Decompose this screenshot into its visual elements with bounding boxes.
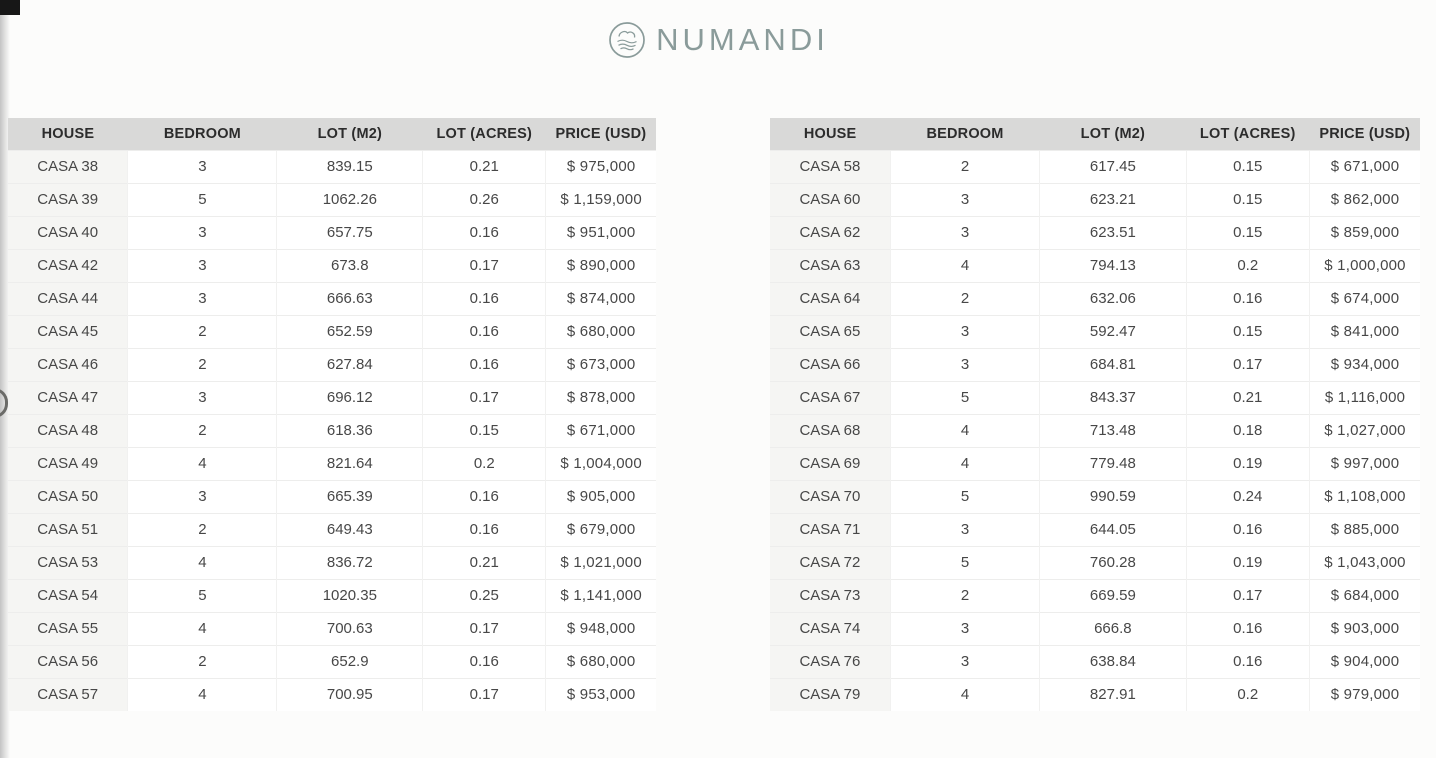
cell-price: $ 874,000 [546,282,656,315]
cell-lot-acres: 0.16 [423,282,546,315]
cell-price: $ 953,000 [546,678,656,711]
cell-bedroom: 2 [128,348,277,381]
cell-lot-m2: 1062.26 [277,183,423,216]
cell-house: CASA 49 [8,447,128,480]
cell-lot-m2: 638.84 [1040,645,1186,678]
cell-price: $ 1,116,000 [1310,381,1421,414]
table-row [8,645,656,678]
cell-house: CASA 63 [770,249,890,282]
table-row [770,513,1420,546]
table-row [8,579,656,612]
table-row [8,315,656,348]
cell-price: $ 841,000 [1310,315,1421,348]
cell-lot-m2: 827.91 [1040,678,1186,711]
cell-bedroom: 3 [128,480,277,513]
table-row [770,546,1420,579]
cell-house: CASA 62 [770,216,890,249]
cell-lot-acres: 0.18 [1186,414,1310,447]
cell-lot-m2: 821.64 [277,447,423,480]
cell-price: $ 674,000 [1310,282,1421,315]
cell-bedroom: 4 [128,447,277,480]
cell-lot-m2: 666.8 [1040,612,1186,645]
cell-house: CASA 60 [770,183,890,216]
cell-lot-acres: 0.16 [423,348,546,381]
cell-lot-acres: 0.16 [1186,513,1310,546]
cell-bedroom: 2 [890,150,1040,183]
table-row [8,150,656,183]
cell-bedroom: 3 [890,612,1040,645]
col-header-house: HOUSE [8,118,128,150]
cell-lot-m2: 713.48 [1040,414,1186,447]
cell-bedroom: 2 [128,414,277,447]
cell-house: CASA 65 [770,315,890,348]
cell-bedroom: 3 [890,645,1040,678]
cell-lot-m2: 657.75 [277,216,423,249]
cell-lot-acres: 0.16 [1186,612,1310,645]
cell-lot-acres: 0.17 [1186,579,1310,612]
cell-house: CASA 68 [770,414,890,447]
cell-lot-m2: 623.21 [1040,183,1186,216]
cell-house: CASA 47 [8,381,128,414]
cell-house: CASA 76 [770,645,890,678]
cell-lot-acres: 0.15 [1186,315,1310,348]
table-row [770,612,1420,645]
table-row [8,216,656,249]
table-row [8,480,656,513]
col-header-lot-acres: LOT (ACRES) [1186,118,1310,150]
table-header-row [770,118,1420,150]
table-row [8,546,656,579]
cell-lot-m2: 665.39 [277,480,423,513]
cell-house: CASA 51 [8,513,128,546]
cell-house: CASA 44 [8,282,128,315]
col-header-price: PRICE (USD) [1310,118,1421,150]
cell-price: $ 1,004,000 [546,447,656,480]
cell-price: $ 885,000 [1310,513,1421,546]
table-row [8,414,656,447]
cell-lot-acres: 0.15 [1186,183,1310,216]
table-row [770,183,1420,216]
wave-circle-logo-icon [607,20,647,60]
cell-lot-m2: 794.13 [1040,249,1186,282]
table-row [8,249,656,282]
cell-bedroom: 3 [890,183,1040,216]
table-row [770,348,1420,381]
cell-bedroom: 3 [890,348,1040,381]
cell-bedroom: 2 [890,579,1040,612]
cell-house: CASA 42 [8,249,128,282]
cell-lot-acres: 0.24 [1186,480,1310,513]
cell-lot-m2: 1020.35 [277,579,423,612]
table-row [8,447,656,480]
scan-corner-artifact [0,0,20,15]
cell-bedroom: 4 [128,678,277,711]
cell-price: $ 890,000 [546,249,656,282]
cell-lot-acres: 0.17 [423,381,546,414]
cell-lot-m2: 644.05 [1040,513,1186,546]
cell-house: CASA 48 [8,414,128,447]
cell-bedroom: 4 [890,447,1040,480]
cell-lot-m2: 836.72 [277,546,423,579]
cell-house: CASA 69 [770,447,890,480]
cell-lot-m2: 700.63 [277,612,423,645]
cell-house: CASA 58 [770,150,890,183]
cell-price: $ 673,000 [546,348,656,381]
cell-house: CASA 74 [770,612,890,645]
cell-price: $ 1,000,000 [1310,249,1421,282]
col-header-bedroom: BEDROOM [128,118,277,150]
cell-lot-m2: 632.06 [1040,282,1186,315]
cell-house: CASA 64 [770,282,890,315]
cell-house: CASA 38 [8,150,128,183]
cell-price: $ 934,000 [1310,348,1421,381]
cell-house: CASA 57 [8,678,128,711]
cell-price: $ 904,000 [1310,645,1421,678]
table-row [8,282,656,315]
cell-house: CASA 54 [8,579,128,612]
cell-price: $ 671,000 [546,414,656,447]
cell-price: $ 979,000 [1310,678,1421,711]
cell-lot-m2: 696.12 [277,381,423,414]
cell-price: $ 975,000 [546,150,656,183]
table-row [770,447,1420,480]
col-header-lot-m2: LOT (M2) [1040,118,1186,150]
cell-house: CASA 56 [8,645,128,678]
cell-price: $ 671,000 [1310,150,1421,183]
cell-bedroom: 5 [128,183,277,216]
cell-price: $ 905,000 [546,480,656,513]
col-header-lot-acres: LOT (ACRES) [423,118,546,150]
col-header-lot-m2: LOT (M2) [277,118,423,150]
cell-lot-acres: 0.19 [1186,447,1310,480]
table-row [8,183,656,216]
cell-lot-acres: 0.25 [423,579,546,612]
table-row [770,282,1420,315]
cell-lot-acres: 0.21 [1186,381,1310,414]
cell-house: CASA 40 [8,216,128,249]
cell-house: CASA 50 [8,480,128,513]
cell-house: CASA 67 [770,381,890,414]
cell-bedroom: 2 [128,645,277,678]
cell-house: CASA 72 [770,546,890,579]
table-row [770,678,1420,711]
cell-lot-acres: 0.15 [1186,150,1310,183]
table-row [8,513,656,546]
cell-house: CASA 53 [8,546,128,579]
cell-lot-m2: 652.59 [277,315,423,348]
cell-house: CASA 55 [8,612,128,645]
cell-bedroom: 3 [890,216,1040,249]
cell-lot-acres: 0.17 [1186,348,1310,381]
cell-lot-m2: 839.15 [277,150,423,183]
cell-bedroom: 4 [128,546,277,579]
price-table-left [8,118,656,711]
cell-lot-m2: 666.63 [277,282,423,315]
table-row [770,150,1420,183]
cell-bedroom: 3 [128,249,277,282]
cell-price: $ 1,108,000 [1310,480,1421,513]
cell-house: CASA 79 [770,678,890,711]
cell-lot-m2: 618.36 [277,414,423,447]
cell-lot-acres: 0.2 [423,447,546,480]
cell-lot-m2: 843.37 [1040,381,1186,414]
cell-lot-acres: 0.17 [423,612,546,645]
cell-lot-m2: 652.9 [277,645,423,678]
cell-price: $ 684,000 [1310,579,1421,612]
cell-price: $ 1,021,000 [546,546,656,579]
cell-bedroom: 2 [890,282,1040,315]
cell-bedroom: 5 [890,480,1040,513]
cell-lot-m2: 990.59 [1040,480,1186,513]
table-row [770,414,1420,447]
cell-house: CASA 66 [770,348,890,381]
cell-lot-acres: 0.26 [423,183,546,216]
cell-price: $ 997,000 [1310,447,1421,480]
cell-price: $ 878,000 [546,381,656,414]
cell-lot-m2: 592.47 [1040,315,1186,348]
cell-bedroom: 5 [128,579,277,612]
cell-lot-m2: 673.8 [277,249,423,282]
cell-price: $ 859,000 [1310,216,1421,249]
cell-price: $ 951,000 [546,216,656,249]
cell-price: $ 679,000 [546,513,656,546]
cell-bedroom: 2 [128,315,277,348]
cell-lot-acres: 0.2 [1186,678,1310,711]
cell-bedroom: 3 [890,513,1040,546]
cell-house: CASA 71 [770,513,890,546]
col-header-price: PRICE (USD) [546,118,656,150]
cell-house: CASA 46 [8,348,128,381]
cell-lot-acres: 0.15 [1186,216,1310,249]
cell-bedroom: 3 [128,150,277,183]
cell-lot-m2: 700.95 [277,678,423,711]
table-row [8,348,656,381]
brand-name: NUMANDI [656,22,829,57]
cell-lot-acres: 0.16 [1186,645,1310,678]
cell-bedroom: 3 [890,315,1040,348]
col-header-bedroom: BEDROOM [890,118,1040,150]
cell-bedroom: 5 [890,381,1040,414]
cell-bedroom: 4 [890,678,1040,711]
col-header-house: HOUSE [770,118,890,150]
cell-lot-acres: 0.15 [423,414,546,447]
cell-lot-m2: 779.48 [1040,447,1186,480]
cell-price: $ 862,000 [1310,183,1421,216]
cell-lot-acres: 0.21 [423,546,546,579]
cell-price: $ 680,000 [546,315,656,348]
cell-lot-m2: 649.43 [277,513,423,546]
cell-lot-acres: 0.16 [423,216,546,249]
cell-lot-m2: 684.81 [1040,348,1186,381]
table-row [770,381,1420,414]
cell-price: $ 1,159,000 [546,183,656,216]
cell-bedroom: 3 [128,216,277,249]
price-table-right [770,118,1420,711]
cell-price: $ 948,000 [546,612,656,645]
table-row [770,480,1420,513]
table-row [770,645,1420,678]
table-row [8,612,656,645]
cell-lot-m2: 760.28 [1040,546,1186,579]
cell-bedroom: 4 [890,414,1040,447]
cell-bedroom: 4 [890,249,1040,282]
cell-lot-m2: 623.51 [1040,216,1186,249]
cell-lot-acres: 0.17 [423,678,546,711]
cell-price: $ 1,027,000 [1310,414,1421,447]
cell-lot-acres: 0.21 [423,150,546,183]
cell-house: CASA 70 [770,480,890,513]
cell-bedroom: 2 [128,513,277,546]
cell-lot-acres: 0.16 [423,480,546,513]
table-row [770,579,1420,612]
cell-lot-acres: 0.16 [423,645,546,678]
table-row [8,678,656,711]
table-row [770,249,1420,282]
cell-price: $ 1,141,000 [546,579,656,612]
cell-house: CASA 39 [8,183,128,216]
cell-price: $ 680,000 [546,645,656,678]
cell-lot-acres: 0.16 [423,513,546,546]
cell-price: $ 903,000 [1310,612,1421,645]
table-row [770,216,1420,249]
cell-lot-acres: 0.2 [1186,249,1310,282]
cell-lot-acres: 0.17 [423,249,546,282]
cell-bedroom: 5 [890,546,1040,579]
brand-header [0,20,1436,60]
cell-lot-acres: 0.19 [1186,546,1310,579]
cell-lot-m2: 669.59 [1040,579,1186,612]
cell-bedroom: 3 [128,282,277,315]
cell-lot-m2: 627.84 [277,348,423,381]
cell-bedroom: 3 [128,381,277,414]
cell-house: CASA 73 [770,579,890,612]
table-row [8,381,656,414]
cell-bedroom: 4 [128,612,277,645]
cell-lot-m2: 617.45 [1040,150,1186,183]
cell-lot-acres: 0.16 [423,315,546,348]
cell-lot-acres: 0.16 [1186,282,1310,315]
table-row [770,315,1420,348]
table-header-row [8,118,656,150]
cell-price: $ 1,043,000 [1310,546,1421,579]
cell-house: CASA 45 [8,315,128,348]
